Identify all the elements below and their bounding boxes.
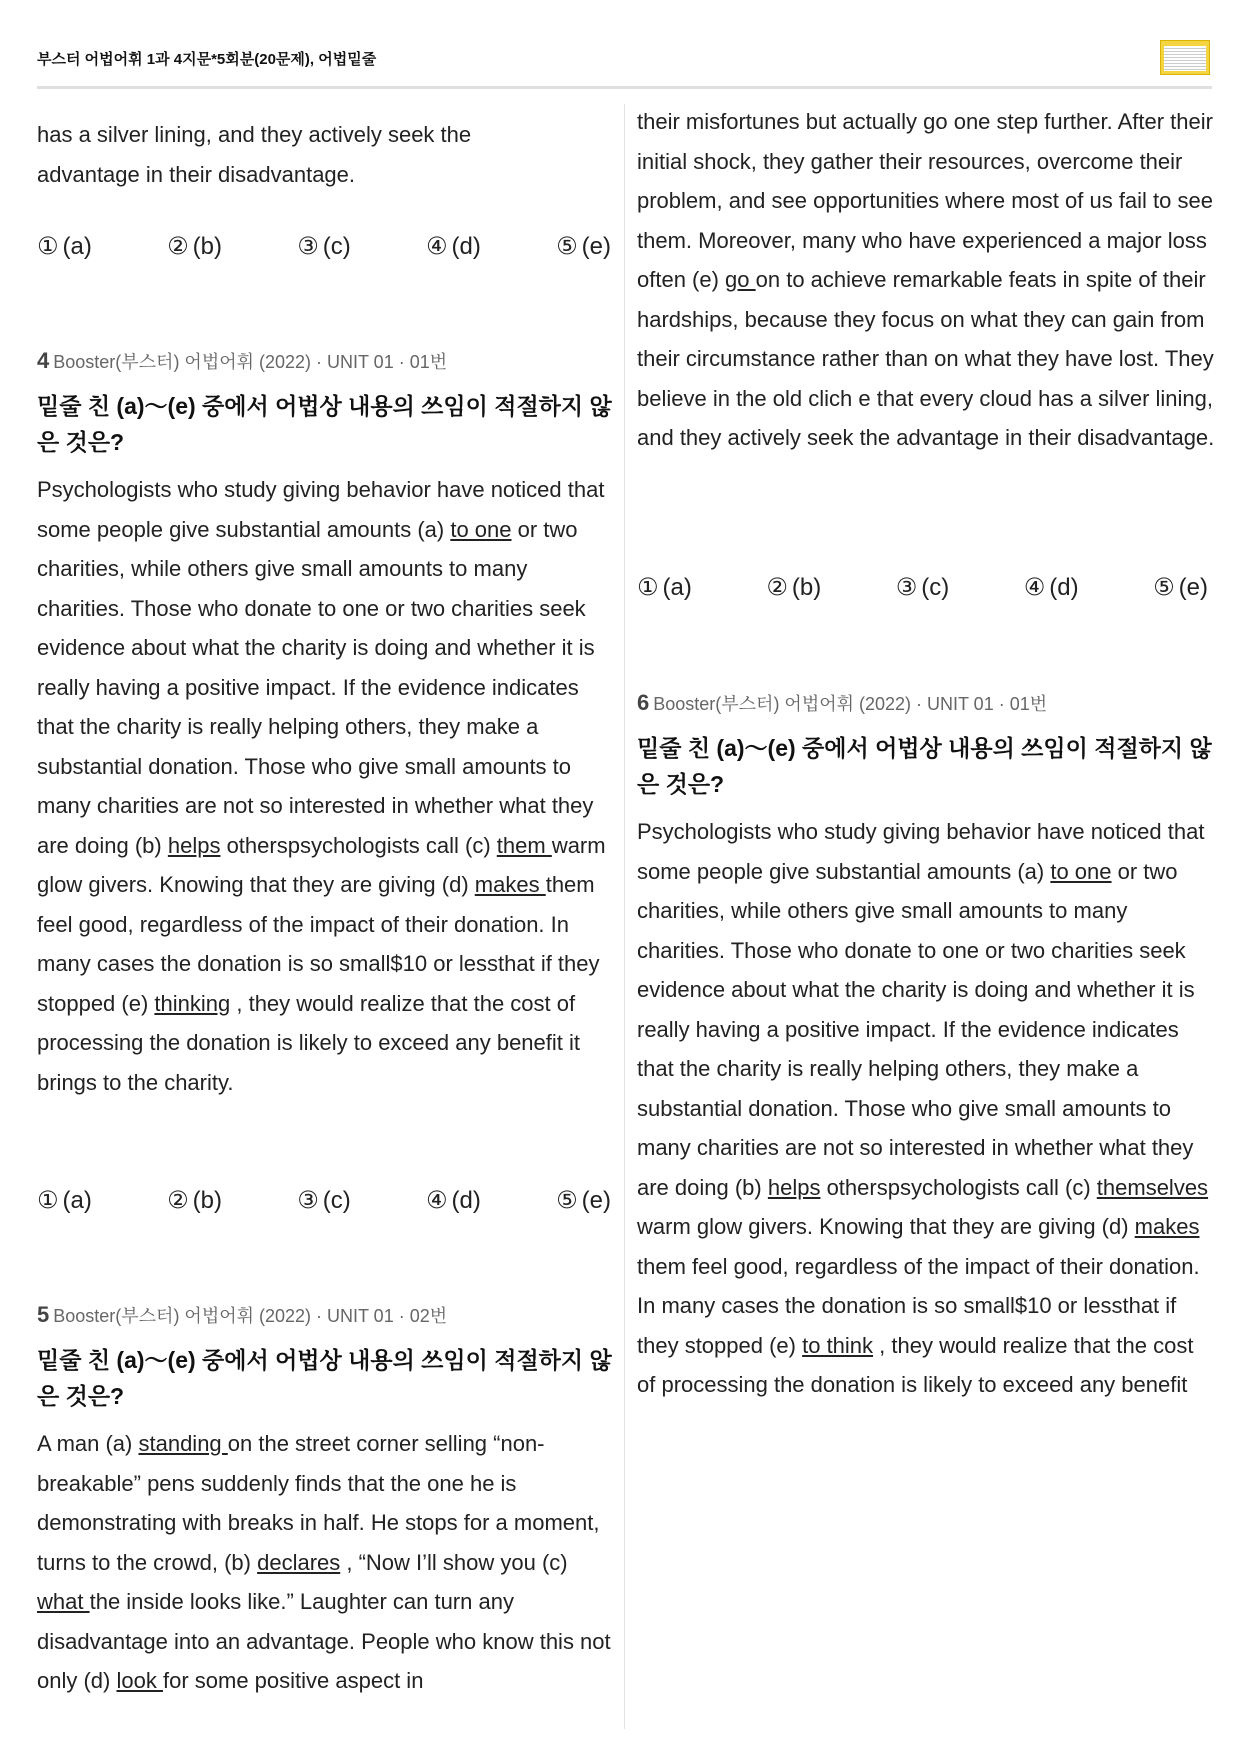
question-number: 5 (37, 1302, 50, 1327)
answer-options-4 (37, 1186, 615, 1215)
option-2[interactable]: ② (b) (167, 233, 222, 260)
question-source: 5 Booster(부스터) 어법어휘 (2022) · UNIT 01 · 02번 (37, 1302, 448, 1327)
header-divider (37, 86, 1212, 89)
question-title: 밑줄 친 (a)～(e) 중에서 어법상 내용의 쓰임이 적절하지 않은 것은? (37, 393, 612, 455)
text-line: has a silver lining, and they actively seek the (37, 122, 472, 147)
question-title: 밑줄 친 (a)～(e) 중에서 어법상 내용의 쓰임이 적절하지 않은 것은? (37, 1347, 612, 1409)
passage: Psychologists who study giving behavior have noticed that some people give substantial amounts (a) to one or two charities, while others give small amounts to many charities. Those who donate to one or two charities seek evidence about what the charity is doing and whether it is really having a positive impact. If the evidence indicates that the charity is really helping others, they make a substantial donation. Those who give small amounts to many charities are not so interested in whether what they are doing (b) helps otherspsychologists call (c) themselves warm glow givers. Knowing that they are giving (d) makes them feel good, regardless of the impact of their donation. In many cases the donation is so small$10 or lessthat if they stopped (e) to think , they would realize that the cost of processing the donation is likely to exceed any benefit (637, 819, 1209, 1397)
column-divider (624, 104, 625, 1729)
passage: A man (a) standing on the street corner selling “non-breakable” pens suddenly finds that the one he is demonstrating with breaks in half. He stops for a moment, turns to the crowd, (b) declares , “Now I’ll show you (c) what the inside looks like.” Laughter can turn any disadvantage into an advantage. People who know this not only (d) look for some positive aspect in (37, 1431, 611, 1693)
question-number: 4 (37, 348, 50, 373)
option-2[interactable]: ② (b) (766, 574, 822, 601)
question-source: 4 Booster(부스터) 어법어휘 (2022) · UNIT 01 · 01번 (37, 348, 448, 373)
question-4 (37, 348, 617, 1102)
question-5-continued (637, 102, 1217, 458)
document-title: 부스터 어법어휘 1과 4지문*5회분(20문제), 어법밑줄 (37, 51, 377, 68)
question-6 (637, 690, 1217, 1405)
answer-options-3 (37, 232, 615, 261)
answer-options-5 (637, 573, 1212, 602)
option-5[interactable]: ⑤ (e) (556, 233, 611, 260)
question-number: 6 (637, 690, 650, 715)
prev-passage-tail (37, 115, 617, 194)
option-3[interactable]: ③ (c) (895, 574, 950, 601)
question-5 (37, 1302, 617, 1701)
option-3[interactable]: ③ (c) (297, 1187, 351, 1214)
option-4[interactable]: ④ (d) (426, 233, 481, 260)
option-1[interactable]: ① (a) (637, 574, 692, 601)
option-1[interactable]: ① (a) (37, 1187, 92, 1214)
question-source: 6 Booster(부스터) 어법어휘 (2022) · UNIT 01 · 01번 (637, 690, 1048, 715)
option-5[interactable]: ⑤ (e) (556, 1187, 611, 1214)
option-3[interactable]: ③ (c) (297, 233, 351, 260)
option-2[interactable]: ② (b) (167, 1187, 222, 1214)
option-4[interactable]: ④ (d) (426, 1187, 481, 1214)
option-4[interactable]: ④ (d) (1023, 574, 1079, 601)
passage: their misfortunes but actually go one step further. After their initial shock, they gather their resources, overcome their problem, and see opportunities where most of us fail to see them. Moreover, many who have experienced a major loss often (e) go on to achieve remarkable feats in spite of their hardships, because they focus on what they can gain from their circumstance rather than on what they have lost. They believe in the old clich e that every cloud has a silver lining, and they actively seek the advantage in their disadvantage. (637, 109, 1215, 450)
option-5[interactable]: ⑤ (e) (1153, 574, 1208, 601)
text-line: advantage in their disadvantage. (37, 161, 356, 187)
passage: Psychologists who study giving behavior have noticed that some people give substantial amounts (a) to one or two charities, while others give small amounts to many charities. Those who donate to one or two charities seek evidence about what the charity is doing and whether it is really having a positive impact. If the evidence indicates that the charity is really helping others, they make a substantial donation. Those who give small amounts to many charities are not so interested in whether what they are doing (b) helps otherspsychologists call (c) them warm glow givers. Knowing that they are giving (d) makes them feel good, regardless of the impact of their donation. In many cases the donation is so small$10 or lessthat if they stopped (e) thinking , they would realize that the cost of processing the donation is likely to exceed any benefit it brings to the charity. (37, 477, 606, 1095)
thumbnail-image (1160, 40, 1210, 75)
option-1[interactable]: ① (a) (37, 233, 92, 260)
question-title: 밑줄 친 (a)～(e) 중에서 어법상 내용의 쓰임이 적절하지 않은 것은? (637, 735, 1212, 797)
